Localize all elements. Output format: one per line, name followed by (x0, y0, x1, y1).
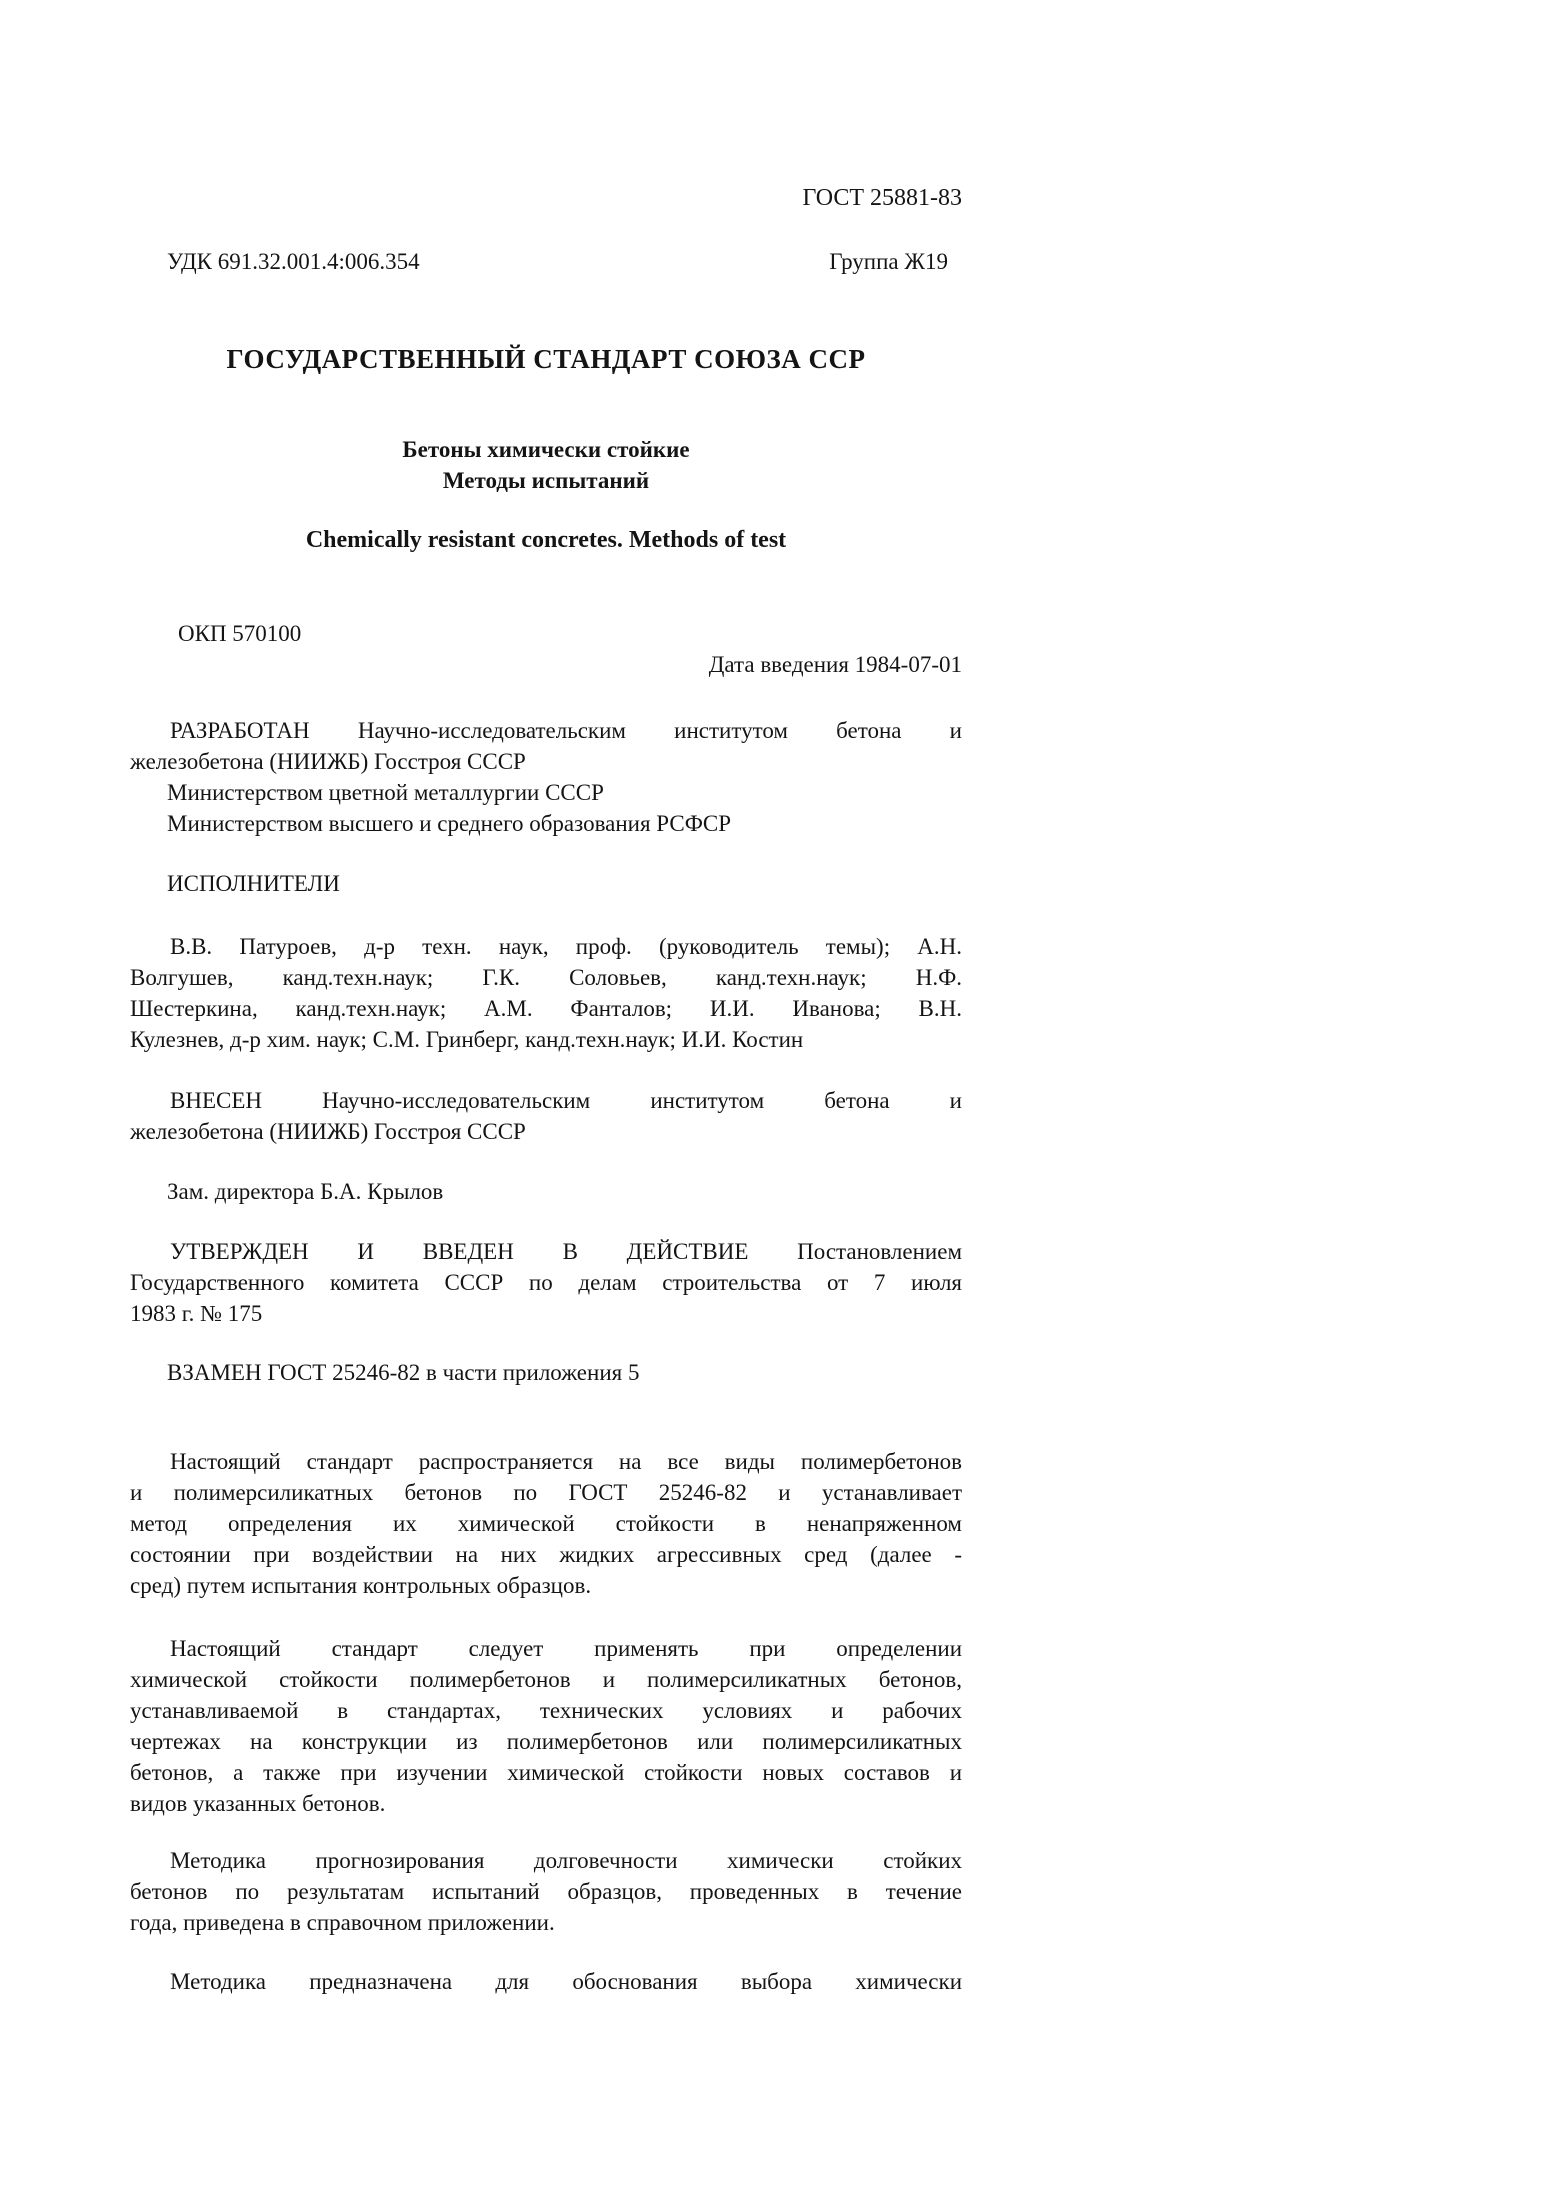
body-paragraph-1 (130, 1446, 962, 1601)
text-line: УТВЕРЖДЕН И ВВЕДЕН В ДЕЙСТВИЕ Постановлением (170, 1239, 962, 1264)
text-line: года, приведена в справочном приложении. (130, 1910, 555, 1935)
body-paragraph-4 (130, 1966, 962, 1997)
udk-code: УДК 691.32.001.4:006.354 (167, 249, 420, 274)
introduction-date: Дата введения 1984-07-01 (708, 652, 962, 677)
text-line: Методика прогнозирования долговечности химически стойких (170, 1848, 962, 1873)
replaces-line: ВЗАМЕН ГОСТ 25246-82 в части приложения 5 (167, 1360, 640, 1385)
subtitle-ru (130, 434, 962, 496)
text-line: видов указанных бетонов. (130, 1791, 386, 1816)
text-line: устанавливаемой в стандартах, технических условиях и рабочих (130, 1698, 962, 1723)
subtitle-ru-line1: Бетоны химически стойкие (402, 437, 690, 462)
text-line: 1983 г. № 175 (130, 1301, 263, 1326)
text-line: химической стойкости полимербетонов и полимерсиликатных бетонов, (130, 1667, 962, 1692)
text-line: ВНЕСЕН Научно-исследовательским институтом бетона и (170, 1088, 962, 1113)
group-code: Группа Ж19 (829, 249, 948, 274)
udk-group-row (130, 246, 962, 277)
text-line: Волгушев, канд.техн.наук; Г.К. Соловьев, канд.техн.наук; Н.Ф. (130, 965, 962, 990)
text-line: Настоящий стандарт распространяется на все виды полимербетонов (170, 1449, 962, 1474)
text-line: метод определения их химической стойкости в ненапряженном (130, 1511, 962, 1536)
text-line: Министерством высшего и среднего образования РСФСР (167, 811, 732, 836)
body-paragraph-3 (130, 1845, 962, 1938)
text-line: Настоящий стандарт следует применять при определении (170, 1636, 962, 1661)
subtitle-ru-line2: Методы испытаний (442, 468, 650, 493)
text-line: Шестеркина, канд.техн.наук; А.М. Фанталов; И.И. Иванова; В.Н. (130, 996, 962, 1021)
text-line: Государственного комитета СССР по делам строительства от 7 июля (130, 1270, 962, 1295)
text-line: Министерством цветной металлургии СССР (167, 780, 604, 805)
subtitle-en: Chemically resistant concretes. Methods of test (305, 527, 787, 553)
executors-paragraph (130, 931, 962, 1055)
deputy-director-line: Зам. директора Б.А. Крылов (167, 1179, 444, 1204)
text-line: Методика предназначена для обоснования выбора химически (170, 1969, 962, 1994)
text-line: бетонов, а также при изучении химической стойкости новых составов и (130, 1760, 962, 1785)
text-line: бетонов по результатам испытаний образцов, проведенных в течение (130, 1879, 962, 1904)
text-line: чертежах на конструкции из полимербетонов или полимерсиликатных (130, 1729, 962, 1754)
text-line: железобетона (НИИЖБ) Госстроя СССР (130, 749, 526, 774)
body-paragraph-2 (130, 1633, 962, 1819)
developed-paragraph (130, 715, 962, 839)
text-line: РАЗРАБОТАН Научно-исследовательским институтом бетона и (170, 718, 962, 743)
text-line: железобетона (НИИЖБ) Госстроя СССР (130, 1119, 526, 1144)
text-line: состоянии при воздействии на них жидких агрессивных сред (далее - (130, 1542, 962, 1567)
executors-heading: ИСПОЛНИТЕЛИ (167, 871, 340, 896)
text-line: Кулезнев, д-р хим. наук; С.М. Гринберг, канд.техн.наук; И.И. Костин (130, 1027, 804, 1052)
approved-paragraph (130, 1236, 962, 1329)
text-line: и полимерсиликатных бетонов по ГОСТ 25246-82 и устанавливает (130, 1480, 962, 1505)
text-line: В.В. Патуроев, д-р техн. наук, проф. (руководитель темы); А.Н. (170, 934, 962, 959)
okp-code: ОКП 570100 (178, 621, 302, 646)
doc-number: ГОСТ 25881-83 (802, 185, 962, 211)
main-title: ГОСУДАРСТВЕННЫЙ СТАНДАРТ СОЮЗА ССР (226, 344, 866, 374)
submitted-paragraph (130, 1085, 962, 1147)
text-line: сред) путем испытания контрольных образцов. (130, 1573, 592, 1598)
